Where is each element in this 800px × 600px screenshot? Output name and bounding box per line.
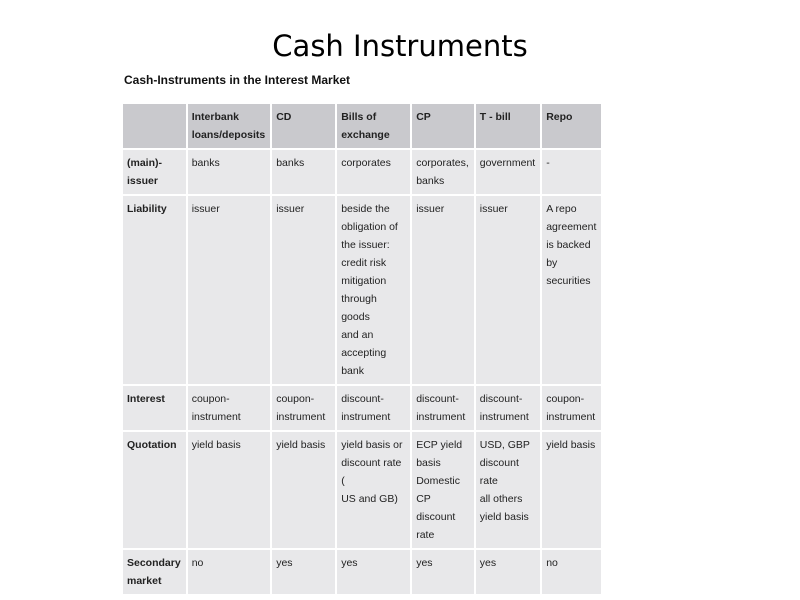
cell-text: discount- (416, 393, 459, 405)
table-cell (476, 550, 540, 594)
cell-text: issuer (276, 203, 305, 215)
cell-text: Domestic (416, 475, 460, 487)
column-header (337, 104, 410, 148)
table-cell (412, 550, 474, 594)
column-header (412, 104, 474, 148)
table-cell (188, 386, 271, 430)
slide-title: Cash Instruments (272, 29, 528, 63)
table-cell (476, 196, 540, 384)
cell-text: obligation of (341, 221, 398, 233)
cell-text: issuer (191, 203, 220, 215)
cell-text: - (546, 157, 550, 169)
table-cell (476, 386, 540, 430)
column-header-text: CP (416, 111, 431, 123)
table-cell (412, 150, 474, 194)
table-cell (337, 150, 410, 194)
cell-text: is backed (546, 239, 591, 251)
cell-text: instrument (191, 411, 241, 423)
table-cell (272, 432, 335, 548)
cell-text: USD, GBP (479, 439, 530, 451)
table-cell (412, 432, 474, 548)
cell-text: issuer (416, 203, 445, 215)
cell-text: beside the (341, 203, 390, 215)
column-header-text: exchange (341, 129, 390, 141)
cash-instruments-table (121, 102, 603, 596)
cell-text: credit risk (341, 257, 387, 269)
column-header (188, 104, 271, 148)
cell-text: discount rate ( (341, 457, 402, 487)
table-header (123, 104, 601, 148)
row-header (123, 550, 186, 594)
table-cell (476, 150, 540, 194)
cell-text: yield basis (276, 439, 326, 451)
column-header (272, 104, 335, 148)
row-header-text: market (127, 575, 162, 587)
column-header-text: loans/deposits (191, 129, 266, 141)
table-cell (542, 550, 601, 594)
column-header-text: Bills of (341, 111, 377, 123)
cell-text: instrument (546, 411, 596, 423)
cell-text: agreement (546, 221, 597, 233)
cell-text: yes (416, 557, 433, 569)
table-cell (412, 386, 474, 430)
table-cell (337, 432, 410, 548)
table-row (123, 196, 601, 384)
table-row (123, 432, 601, 548)
cell-text: government (479, 157, 536, 169)
cell-text: rate (416, 529, 435, 541)
cell-text: rate (479, 475, 498, 487)
table-cell (272, 386, 335, 430)
row-header-text: (main)- (127, 157, 162, 169)
cell-text: discount (479, 457, 519, 469)
column-header-text: T - bill (479, 111, 511, 123)
cell-text: yes (276, 557, 293, 569)
cell-text: bank (341, 365, 364, 377)
cell-text: yield basis (479, 511, 529, 523)
row-header (123, 386, 186, 430)
table-row (123, 386, 601, 430)
cell-text: CP discount (416, 493, 456, 523)
table-cell (188, 196, 271, 384)
table-cell (542, 386, 601, 430)
cell-text: accepting (341, 347, 387, 359)
table-body (123, 150, 601, 594)
column-header-text: Interbank (191, 111, 239, 123)
table-cell (542, 150, 601, 194)
cell-text: through goods (341, 293, 377, 323)
document-image (120, 70, 636, 596)
row-header (123, 196, 186, 384)
table-cell (188, 150, 271, 194)
column-header (542, 104, 601, 148)
cell-text: no (546, 557, 558, 569)
cell-text: corporates (341, 157, 391, 169)
cell-text: banks (191, 157, 220, 169)
cell-text: all others (479, 493, 523, 505)
header-corner-cell (123, 104, 186, 148)
row-header-text: issuer (127, 175, 158, 187)
cell-text: no (191, 557, 204, 569)
cell-text: coupon- (546, 393, 585, 405)
column-header-text: CD (276, 111, 292, 123)
cell-text: by (546, 257, 558, 269)
row-header-text: Secondary (127, 557, 181, 569)
cell-text: yield basis or (341, 439, 403, 451)
column-header (476, 104, 540, 148)
table-caption: Cash-Instruments in the Interest Market (124, 73, 351, 87)
cell-text: A repo (546, 203, 577, 215)
cell-text: mitigation (341, 275, 387, 287)
table-row (123, 550, 601, 594)
row-header-text: Quotation (127, 439, 177, 451)
column-header-text: Repo (546, 111, 573, 123)
table-cell (188, 432, 271, 548)
cell-text: issuer (479, 203, 508, 215)
table-cell (412, 196, 474, 384)
cell-text: yield basis (546, 439, 596, 451)
table-cell (188, 550, 271, 594)
row-header (123, 432, 186, 548)
table-row (123, 150, 601, 194)
cell-text: yes (479, 557, 497, 569)
cell-text: basis (416, 457, 441, 469)
cell-text: yield basis (191, 439, 241, 451)
cell-text: and an (341, 329, 374, 341)
table-cell (542, 196, 601, 384)
table-cell (337, 550, 410, 594)
cell-text: US and GB) (341, 493, 398, 505)
table-cell (542, 432, 601, 548)
cell-text: discount- (479, 393, 523, 405)
cell-text: coupon- (276, 393, 315, 405)
cell-text: instrument (341, 411, 391, 423)
table-cell (272, 150, 335, 194)
cell-text: securities (546, 275, 591, 287)
cell-text: yes (341, 557, 358, 569)
table-cell (337, 386, 410, 430)
row-header (123, 150, 186, 194)
table-cell (272, 196, 335, 384)
row-header-text: Liability (127, 203, 167, 215)
cell-text: instrument (479, 411, 529, 423)
table-cell (337, 196, 410, 384)
cell-text: banks (416, 175, 445, 187)
header-row (123, 104, 601, 148)
cell-text: banks (276, 157, 305, 169)
cell-text: discount- (341, 393, 384, 405)
cell-text: corporates, (416, 157, 469, 169)
row-header-text: Interest (127, 393, 165, 405)
cell-text: instrument (416, 411, 466, 423)
cell-text: coupon- (191, 393, 230, 405)
cell-text: ECP yield (416, 439, 463, 451)
cell-text: the issuer: (341, 239, 390, 251)
table-cell (476, 432, 540, 548)
table-cell (272, 550, 335, 594)
cell-text: instrument (276, 411, 326, 423)
